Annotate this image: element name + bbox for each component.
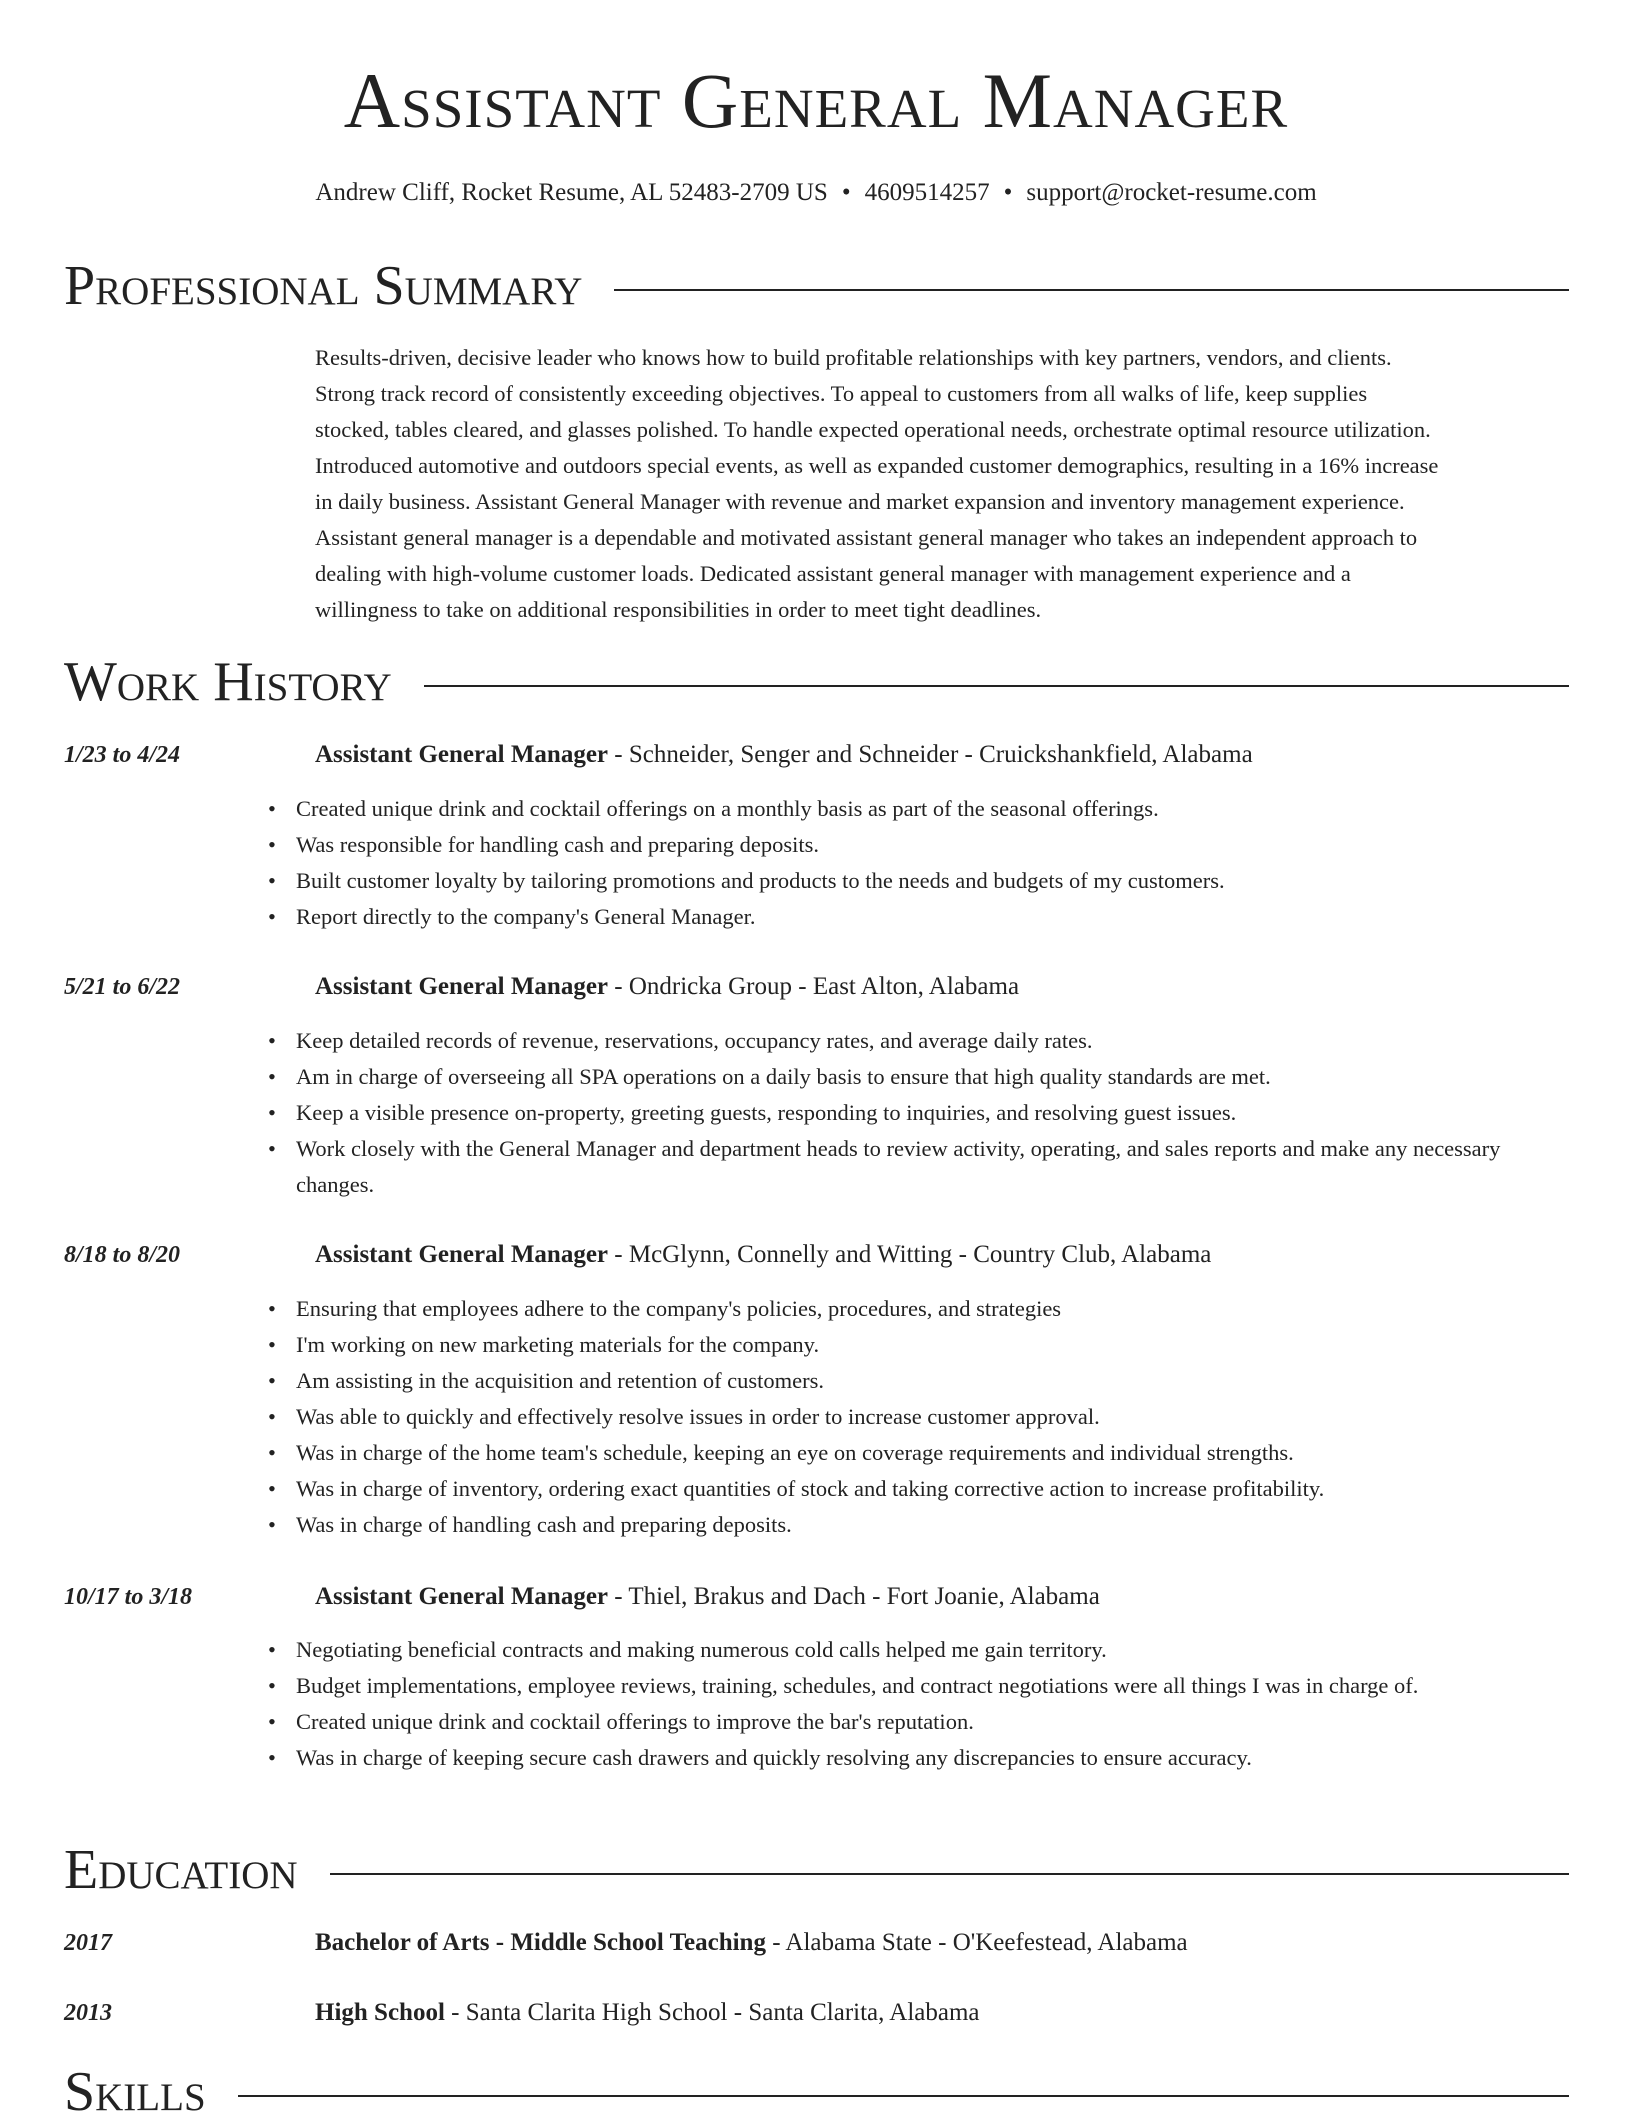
school-details: - Alabama State - O'Keefestead, Alabama: [765, 1929, 1188, 1956]
list-item: • Ensuring that employees adhere to the company's policies, procedures, and strategies: [296, 1291, 1558, 1327]
list-item: • Was in charge of handling cash and preparing deposits.: [296, 1507, 1558, 1543]
contact-line: [0, 175, 1632, 211]
list-item: • Work closely with the General Manager and department heads to review activity, operating, and sales reports and make any necessary changes.: [296, 1131, 1558, 1203]
section-header-work: [64, 652, 1569, 714]
work-title-line: [315, 1238, 1572, 1272]
section-title-education: Education: [64, 1839, 298, 1901]
summary-line: Strong track record of consistently exceeding objectives. To appeal to customers from all walks of life, keep supplies: [315, 381, 1368, 406]
degree-title: Bachelor of Arts - Middle School Teaching: [315, 1929, 766, 1956]
section-header-education: [64, 1840, 1569, 1902]
list-item: • Keep a visible presence on-property, greeting guests, responding to inquiries, and resolving guest issues.: [296, 1095, 1558, 1131]
summary-line: stocked, tables cleared, and glasses polished. To handle expected operational needs, orchestrate optimal resource utilization.: [315, 417, 1431, 442]
summary-line: dealing with high-volume customer loads. Dedicated assistant general manager with management experience and a: [315, 561, 1351, 586]
resume-title: Assistant General Manager: [343, 57, 1289, 144]
work-bullets: [296, 1023, 1558, 1203]
contact-address: Andrew Cliff, Rocket Resume, AL 52483-2709 US: [315, 179, 828, 206]
summary-line: Results-driven, decisive leader who knows how to build profitable relationships with key partners, vendors, and clients.: [315, 345, 1392, 370]
professional-summary: [315, 340, 1573, 628]
education-title-line: [315, 1926, 1572, 1960]
section-header-summary: [64, 256, 1569, 318]
work-title-line: [315, 970, 1572, 1004]
contact-separator: •: [1003, 179, 1013, 206]
list-item: • Was in charge of inventory, ordering exact quantities of stock and taking corrective action to increase profitability.: [296, 1471, 1558, 1507]
list-item: • Am in charge of overseeing all SPA operations on a daily basis to ensure that high quality standards are met.: [296, 1059, 1558, 1095]
work-title-line: [315, 1580, 1572, 1614]
education-title-line: [315, 1996, 1572, 2030]
contact-separator: •: [841, 179, 851, 206]
summary-line: in daily business. Assistant General Manager with revenue and market expansion and inventory management experience.: [315, 489, 1405, 514]
list-item: • Built customer loyalty by tailoring promotions and products to the needs and budgets of my customers.: [296, 863, 1558, 899]
list-item: • Keep detailed records of revenue, reservations, occupancy rates, and average daily rates.: [296, 1023, 1558, 1059]
list-item: • Was responsible for handling cash and preparing deposits.: [296, 827, 1558, 863]
job-title: Assistant General Manager: [315, 1241, 609, 1268]
work-bullets: [296, 1291, 1558, 1543]
contact-email: support@rocket-resume.com: [1026, 179, 1317, 206]
summary-line: willingness to take on additional responsibilities in order to meet tight deadlines.: [315, 597, 1042, 622]
job-details: - McGlynn, Connelly and Witting - Country Club, Alabama: [608, 1241, 1212, 1268]
job-title: Assistant General Manager: [315, 1583, 609, 1610]
list-item: • Budget implementations, employee reviews, training, schedules, and contract negotiations were all things I was in charge of.: [296, 1668, 1558, 1704]
job-title: Assistant General Manager: [315, 973, 609, 1000]
summary-line: Assistant general manager is a dependable and motivated assistant general manager who takes an independent approach to: [315, 525, 1418, 550]
list-item: • Negotiating beneficial contracts and making numerous cold calls helped me gain territory.: [296, 1632, 1558, 1668]
section-title-summary: Professional Summary: [64, 255, 583, 317]
job-details: - Thiel, Brakus and Dach - Fort Joanie, Alabama: [608, 1583, 1100, 1610]
job-title: Assistant General Manager: [315, 741, 609, 768]
section-title-skills: Skills: [64, 2061, 206, 2112]
list-item: • Was able to quickly and effectively resolve issues in order to increase customer approval.: [296, 1399, 1558, 1435]
work-bullets: [296, 1632, 1558, 1776]
list-item: • Created unique drink and cocktail offerings on a monthly basis as part of the seasonal offerings.: [296, 791, 1558, 827]
work-title-line: [315, 738, 1572, 772]
section-divider: [330, 1873, 1569, 1875]
work-bullets: [296, 791, 1558, 935]
school-details: - Santa Clarita High School - Santa Clarita, Alabama: [444, 1999, 980, 2026]
work-date: 10/17 to 3/18: [64, 1584, 193, 1610]
section-title-work: Work History: [64, 651, 392, 713]
section-divider: [424, 685, 1569, 687]
work-date: 8/18 to 8/20: [64, 1242, 181, 1268]
education-date: 2017: [64, 1930, 112, 1956]
contact-phone: 4609514257: [864, 179, 990, 206]
section-divider: [238, 2095, 1569, 2097]
job-details: - Schneider, Senger and Schneider - Cruickshankfield, Alabama: [608, 741, 1253, 768]
education-date: 2013: [64, 2000, 112, 2026]
list-item: • Was in charge of keeping secure cash drawers and quickly resolving any discrepancies to ensure accuracy.: [296, 1740, 1558, 1776]
list-item: • Report directly to the company's General Manager.: [296, 899, 1558, 935]
list-item: • Was in charge of the home team's schedule, keeping an eye on coverage requirements and individual strengths.: [296, 1435, 1558, 1471]
work-date: 5/21 to 6/22: [64, 974, 181, 1000]
work-date: 1/23 to 4/24: [64, 742, 181, 768]
section-divider: [614, 289, 1569, 291]
degree-title: High School: [315, 1999, 445, 2026]
section-header-skills: [64, 2062, 1569, 2112]
list-item: • Created unique drink and cocktail offerings to improve the bar's reputation.: [296, 1704, 1558, 1740]
summary-line: Introduced automotive and outdoors special events, as well as expanded customer demographics, resulting in a 16% increase: [315, 453, 1439, 478]
job-details: - Ondricka Group - East Alton, Alabama: [608, 973, 1020, 1000]
list-item: • I'm working on new marketing materials for the company.: [296, 1327, 1558, 1363]
list-item: • Am assisting in the acquisition and retention of customers.: [296, 1363, 1558, 1399]
